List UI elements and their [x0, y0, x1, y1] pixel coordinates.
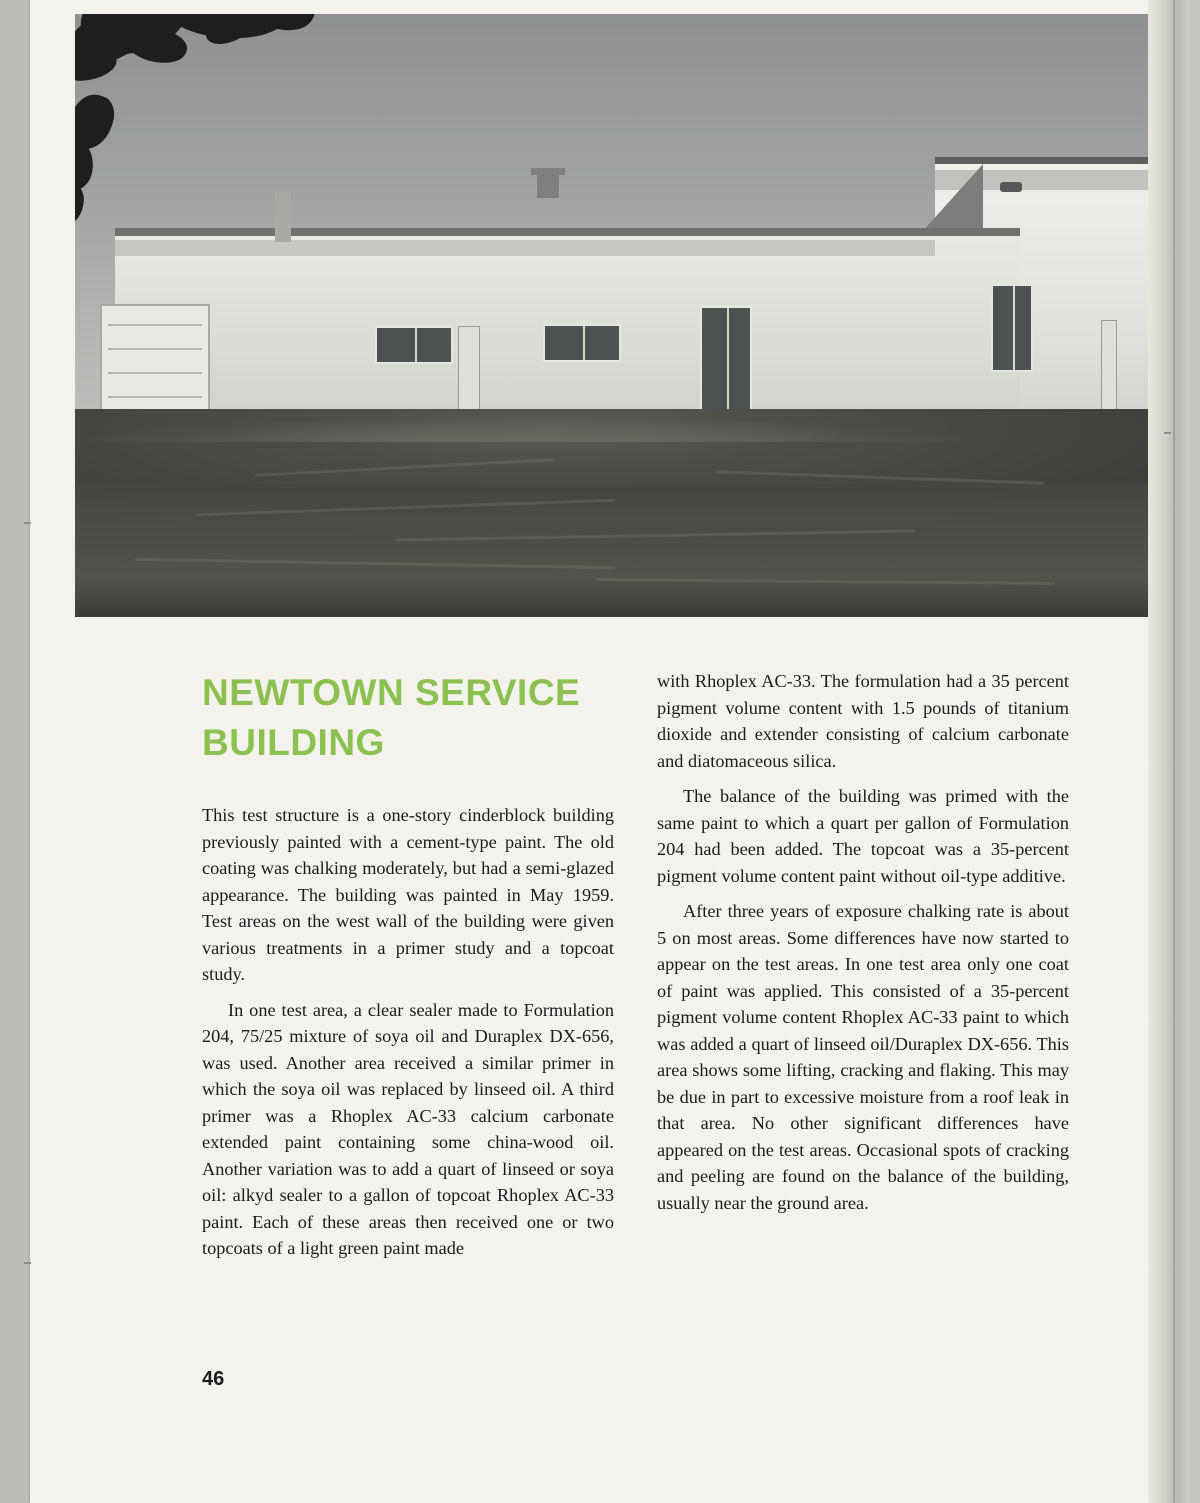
- service-door: [458, 326, 480, 416]
- fascia-main: [115, 240, 935, 256]
- ground-crest: [75, 406, 1148, 442]
- garage-door: [100, 304, 210, 419]
- body-paragraph: with Rhoplex AC-33. The formulation had a 35 percent pigment volume content with 1.5 pounds of titanium dioxide and extender consisting of calcium carbonate and diatomaceous silica.: [657, 671, 1069, 771]
- roof-vent: [537, 172, 559, 198]
- scan-registration-mark: [24, 522, 31, 524]
- roof-vent-cap: [531, 168, 565, 175]
- page-title: [202, 668, 614, 768]
- wall-lamp: [1000, 182, 1022, 192]
- body-paragraph: The balance of the building was primed with the same paint to which a quart per gallon of Formulation 204 had been added. The topcoat was a 35-percent pigment volume content paint without oil-type additive.: [657, 786, 1069, 886]
- scan-left-edge: [0, 0, 30, 1503]
- paper-sheet: [30, 0, 1160, 1503]
- page-number: 46: [202, 1368, 225, 1390]
- binding-fold-line: [1173, 0, 1175, 1503]
- window: [991, 284, 1033, 372]
- text-column-right: [657, 668, 1069, 1216]
- body-paragraph: After three years of exposure chalking rate is about 5 on most areas. Some differences have now started to appear on the test areas. In one test area only one coat of paint was applied. This consisted of a 35-percent pigment volume content Rhoplex AC-33 paint to which was added a quart of linseed oil/Duraplex DX-656. This area shows some lifting, cracking and flaking. This may be due in part to excessive moisture from a roof leak in that area. No other significant differences have appeared on the test areas. Occasional spots of cracking and peeling are found on the balance of the building, usually near the ground area.: [657, 901, 1069, 1213]
- building-photograph: [75, 14, 1148, 617]
- tree-foliage: [75, 14, 365, 242]
- body-paragraph: In one test area, a clear sealer made to Formulation 204, 75/25 mixture of soya oil and Duraplex DX-656, was used. Another area received a similar primer in which the soya oil was replaced by linseed oil. A third primer was a Rhoplex AC-33 calcium carbonate extended paint containing some china-wood oil. Another variation was to add a quart of linseed or soya oil: alkyd sealer to a gallon of topcoat Rhoplex AC-33 paint. Each of these areas then received one or two topcoats of a light green paint made: [202, 999, 614, 1258]
- ground-foreground: [75, 484, 1148, 617]
- window: [700, 306, 752, 411]
- scan-registration-mark: [24, 1262, 31, 1264]
- scan-registration-mark: [1164, 432, 1171, 434]
- window: [543, 324, 621, 362]
- body-paragraph: This test structure is a one-story cinderblock building previously painted with a cement-type paint. The old coating was chalking moderately, but had a semi-glazed appearance. The building was painted in May 1959. Test areas on the west wall of the building were given various treatments in a primer study and a topcoat study.: [202, 805, 614, 984]
- page-title-line-2: BUILDING: [202, 722, 385, 763]
- chimney: [275, 192, 291, 242]
- page-title-line-1: NEWTOWN SERVICE: [202, 672, 581, 713]
- text-column-left: [202, 668, 614, 1262]
- window: [375, 326, 453, 364]
- service-door: [1101, 320, 1117, 416]
- binding-gutter: [1148, 0, 1190, 1503]
